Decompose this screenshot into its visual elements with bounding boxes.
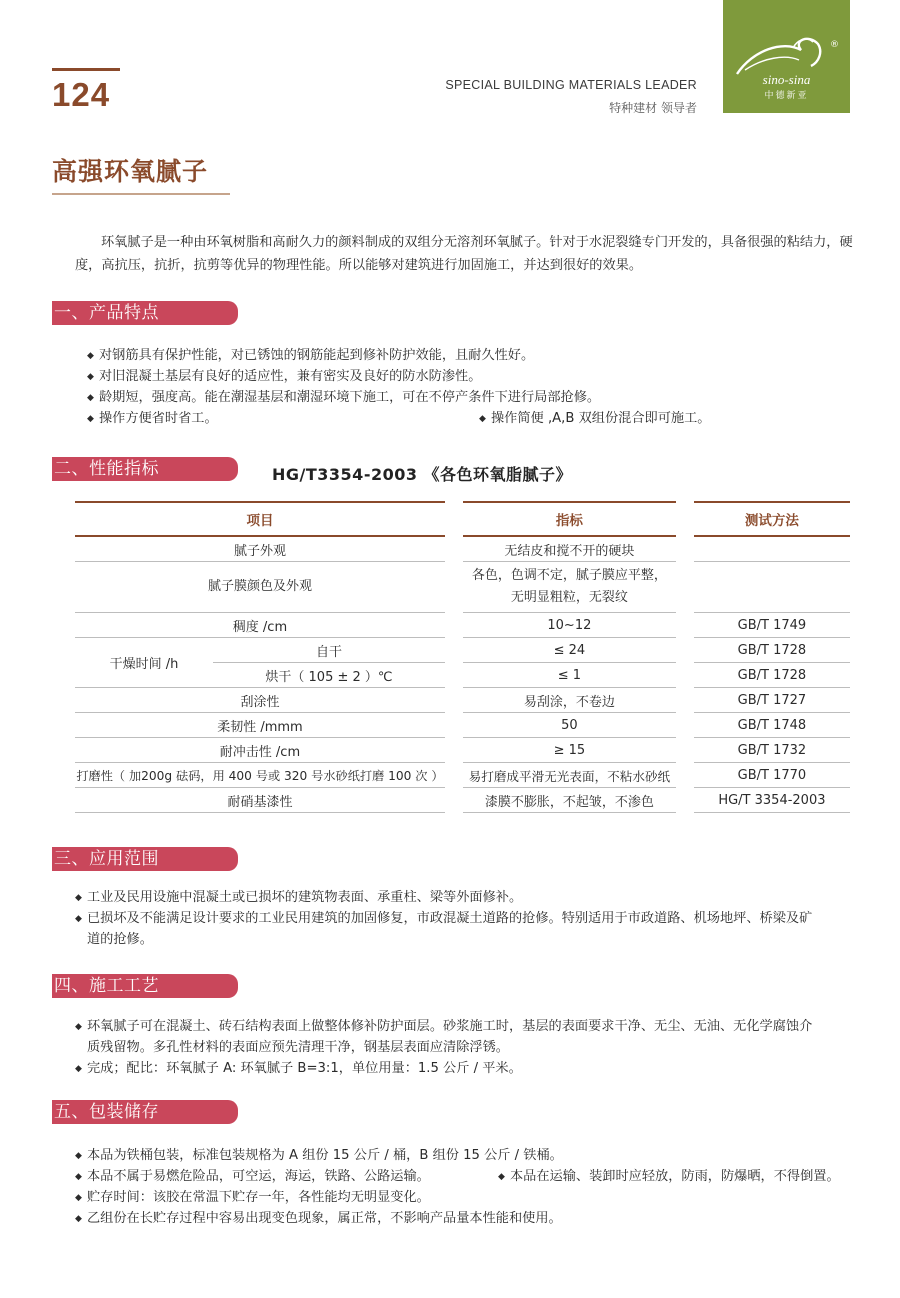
cell-group: 干燥时间 /h (75, 638, 213, 688)
cell-item: 耐冲击性 /cm (75, 738, 445, 763)
table-row (75, 688, 850, 713)
list-item: ◆ 本品为铁桶包装，标准包装规格为 A 组份 15 公斤 / 桶，B 组份 15 公斤 / 铁桶。 (75, 1145, 563, 1167)
intro-paragraph: 环氧腻子是一种由环氧树脂和高耐久力的颜料制成的双组分无溶剂环氧腻子。针对于水泥裂缝专门开发的，具备很强的粘结力，硬度，高抗压，抗折，抗剪等优异的物理性能。所以能够对建筑进行加固施工，并达到很好的效果。 (75, 235, 853, 273)
cell-method: GB/T 1770 (694, 763, 850, 788)
cell-method: GB/T 1728 (694, 638, 850, 663)
page-number: 124 (52, 76, 111, 113)
table-row (75, 562, 850, 613)
bullet-diamond-icon: ◆ (75, 914, 82, 924)
tagline-en: SPECIAL BUILDING MATERIALS LEADER (445, 78, 697, 92)
list-item: ◆ 完成；配比：环氧腻子 A: 环氧腻子 B=3:1，单位用量：1.5 公斤 / 平米。 (75, 1058, 522, 1080)
cell-index: ≤ 24 (463, 638, 677, 663)
cell-item: 腻子膜颜色及外观 (75, 562, 445, 613)
logo-registered-mark: ® (830, 40, 839, 50)
table-row (75, 613, 850, 638)
cell-item: 腻子外观 (75, 537, 445, 562)
cell-method (694, 537, 850, 562)
page-title: 高强环氧腻子 (52, 157, 209, 186)
list-item-continuation: 道的抢修。 (87, 932, 153, 947)
table-header-row (75, 501, 850, 537)
list-item: ◆ 已损坏及不能满足设计要求的工业民用建筑的加固修复，市政混凝土道路的抢修。特别适用于市政道路、机场地坪、桥梁及矿 (75, 908, 812, 930)
bullet-diamond-icon: ◆ (498, 1172, 505, 1182)
bullet-diamond-icon: ◆ (87, 414, 94, 424)
cell-subitem: 烘干（ 105 ± 2 ）℃ (213, 663, 445, 688)
list-item-continuation: 质残留物。多孔性材料的表面应预先清理干净，钢基层表面应清除浮锈。 (87, 1040, 509, 1055)
table-row (75, 537, 850, 562)
cell-index: ≥ 15 (463, 738, 677, 763)
table-row (75, 788, 850, 813)
section-header-performance: 二、性能指标 (52, 457, 238, 481)
cell-method: HG/T 3354-2003 (694, 788, 850, 813)
cell-index: 10~12 (463, 613, 677, 638)
logo-text-cn: 中德新亚 (764, 91, 809, 101)
column-header-method: 测试方法 (694, 501, 850, 537)
list-item: ◆ 龄期短，强度高。能在潮湿基层和潮湿环境下施工，可在不停产条件下进行局部抢修。 (87, 387, 600, 409)
cell-item: 耐硝基漆性 (75, 788, 445, 813)
bullet-diamond-icon: ◆ (75, 1172, 82, 1182)
title-underline (52, 193, 230, 195)
standard-title: HG/T3354-2003 《各色环氧脂腻子》 (272, 465, 573, 484)
table-row (75, 763, 850, 788)
cell-index: 无结皮和搅不开的硬块 (463, 537, 677, 562)
list-item: ◆ 对钢筋具有保护性能，对已锈蚀的钢筋能起到修补防护效能，且耐久性好。 (87, 345, 534, 367)
bullet-diamond-icon: ◆ (87, 372, 94, 382)
table-row (75, 738, 850, 763)
logo-text-en: sino-sina (762, 72, 811, 87)
table-row (75, 713, 850, 738)
column-header-index: 指标 (463, 501, 677, 537)
tagline-cn: 特种建材 领导者 (609, 101, 697, 115)
cell-method: GB/T 1727 (694, 688, 850, 713)
bullet-diamond-icon: ◆ (87, 393, 94, 403)
section-header-application: 三、应用范围 (52, 847, 238, 871)
cell-item: 刮涂性 (75, 688, 445, 713)
brand-logo (723, 0, 850, 113)
bullet-diamond-icon: ◆ (75, 1022, 82, 1032)
bullet-diamond-icon: ◆ (75, 1064, 82, 1074)
list-item: ◆ 操作方便省时省工。 (87, 408, 218, 430)
cell-method: GB/T 1749 (694, 613, 850, 638)
bullet-diamond-icon: ◆ (75, 893, 82, 903)
cell-item: 柔韧性 /mmm (75, 713, 445, 738)
section-header-features: 一、产品特点 (52, 301, 238, 325)
bullet-diamond-icon: ◆ (75, 1193, 82, 1203)
cell-item: 打磨性（ 加200g 砝码，用 400 号或 320 号水砂纸打磨 100 次 ） (75, 763, 445, 788)
cell-index: 易打磨成平滑无光表面，不粘水砂纸 (463, 763, 677, 788)
performance-table (75, 501, 850, 813)
cell-index: 50 (463, 713, 677, 738)
cell-method: GB/T 1748 (694, 713, 850, 738)
list-item: ◆ 工业及民用设施中混凝土或已损坏的建筑物表面、承重柱、梁等外面修补。 (75, 887, 522, 909)
page-number-rule (52, 68, 120, 71)
list-item: ◆ 操作简便 ,A,B 双组份混合即可施工。 (479, 408, 710, 430)
cell-method (694, 562, 850, 613)
list-item: ◆ 本品不属于易燃危险品，可空运，海运，铁路、公路运输。 (75, 1166, 430, 1188)
list-item: ◆ 乙组份在长贮存过程中容易出现变色现象，属正常，不影响产品量本性能和使用。 (75, 1208, 562, 1230)
cell-index: ≤ 1 (463, 663, 677, 688)
cell-index: 易刮涂，不卷边 (463, 688, 677, 713)
section-header-construction: 四、施工工艺 (52, 974, 238, 998)
cell-method: GB/T 1732 (694, 738, 850, 763)
cell-method: GB/T 1728 (694, 663, 850, 688)
list-item: ◆ 贮存时间：该胶在常温下贮存一年，各性能均无明显变化。 (75, 1187, 430, 1209)
bullet-diamond-icon: ◆ (75, 1214, 82, 1224)
cell-index: 漆膜不膨胀，不起皱，不渗色 (463, 788, 677, 813)
list-item: ◆ 本品在运输、装卸时应轻放，防雨，防爆晒，不得倒置。 (498, 1166, 840, 1188)
section-header-packaging: 五、包装储存 (52, 1100, 238, 1124)
bullet-diamond-icon: ◆ (479, 414, 486, 424)
list-item: ◆ 环氧腻子可在混凝土、砖石结构表面上做整体修补防护面层。砂浆施工时，基层的表面要求干净、无尘、无油、无化学腐蚀介 (75, 1016, 812, 1038)
bullet-diamond-icon: ◆ (87, 351, 94, 361)
bullet-diamond-icon: ◆ (75, 1151, 82, 1161)
cell-index: 各色，色调不定，腻子膜应平整， 无明显粗粒，无裂纹 (463, 562, 677, 613)
list-item: ◆ 对旧混凝土基层有良好的适应性，兼有密实及良好的防水防渗性。 (87, 366, 481, 388)
table-row (75, 638, 850, 663)
cell-item: 稠度 /cm (75, 613, 445, 638)
column-header-item: 项目 (75, 501, 445, 537)
cell-subitem: 自干 (213, 638, 445, 663)
